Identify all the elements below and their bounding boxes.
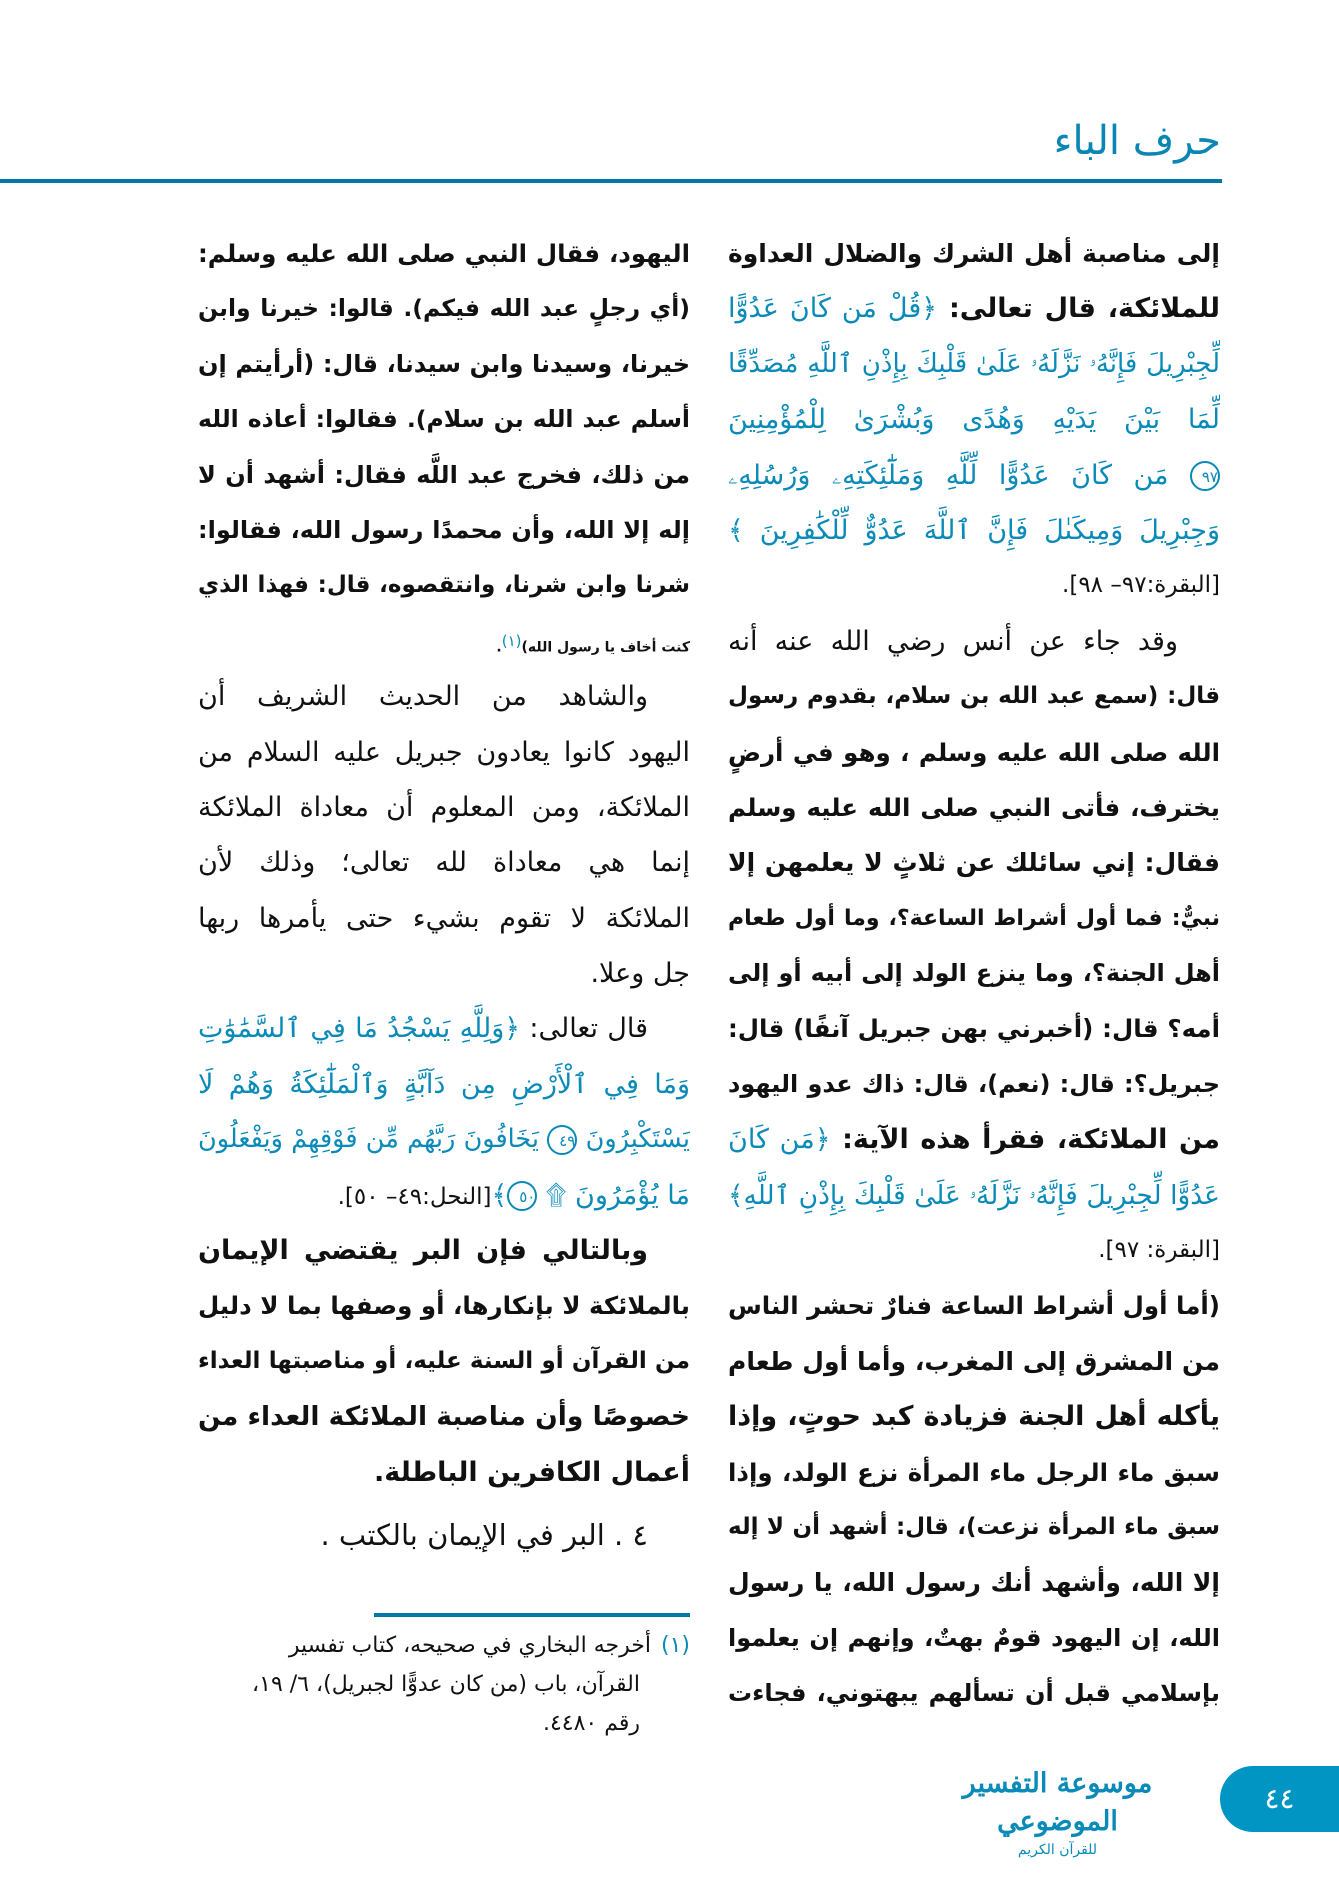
text-line: والشاهد من الحديث الشريف أن <box>198 681 648 713</box>
text-line: اليهود، فقال النبي صلى الله عليه وسلم: <box>198 239 690 268</box>
text-line: قال: (سمع عبد الله بن سلام، بقدوم رسول <box>728 683 1220 710</box>
text-line: يأكله أهل الجنة فزيادة كبد حوتٍ، وإذا <box>728 1401 1220 1433</box>
quran-verse: ﴿وَلِلَّهِ يَسْجُدُ مَا فِي ٱلسَّمَٰوَٰتِ <box>198 1013 521 1045</box>
quran-verse: ﴿مَن كَانَ <box>728 1124 831 1156</box>
text-segment: من الملائكة، فقرأ هذه الآية: <box>830 1124 1220 1156</box>
text-line: اليهود كانوا يعادون جبريل عليه السلام من <box>198 736 690 768</box>
text-line: من ذلك، فخرج عبد اللَّه فقال: أشهد أن لا <box>198 460 690 489</box>
text-segment: قال تعالى: <box>520 1013 648 1045</box>
verse-number-icon: ٩٧ <box>1190 461 1220 491</box>
text-line: سبق ماء الرجل ماء المرأة نزع الولد، وإذا <box>728 1457 1220 1487</box>
text-line: أعمال الكافرين الباطلة. <box>374 1456 690 1488</box>
verse-number-icon: ٤٩ <box>547 1125 577 1155</box>
left-column <box>198 226 690 1500</box>
text-line: من القرآن أو السنة عليه، أو مناصبتها العداء <box>198 1347 690 1374</box>
footnote <box>198 1626 690 1743</box>
right-column <box>728 226 1220 1722</box>
verse-text: ﴾ <box>491 1179 508 1211</box>
text-line: يخترف، فأتى النبي صلى الله عليه وسلم <box>728 792 1220 822</box>
quran-verse <box>198 1112 690 1167</box>
footnote-number: (١) <box>660 1633 690 1658</box>
text-line: الله صلى الله عليه وسلم ، وهو في أرضٍ <box>728 737 1220 767</box>
text-line: وقد جاء عن أنس رضي الله عنه أنه <box>728 625 1178 657</box>
quran-verse: عَدُوًّا لِّجِبْرِيلَ فَإِنَّهُۥ نَزَّلَهُۥ عَلَىٰ قَلْبِكَ بِإِذْنِ ٱللَّهِ﴾ <box>728 1179 1220 1211</box>
text-line: الملائكة، ومن المعلوم أن معاداة الملائكة <box>198 791 690 823</box>
verse-text: مَا يُؤْمَرُونَ ۩ <box>545 1179 690 1211</box>
text-line: الله، إن اليهود قومٌ بهتٌ، وإنهم إن يعلموا <box>728 1623 1220 1652</box>
quran-verse: لِّمَا بَيْنَ يَدَيْهِ وَهُدًى وَبُشْرَىٰ لِلْمُؤْمِنِينَ <box>728 404 1220 436</box>
text-line: إنما هي معاداة لله تعالى؛ وذلك لأن <box>198 847 690 879</box>
text-line <box>198 1001 690 1056</box>
verse-text: يَسْتَكْبِرُونَ <box>585 1124 690 1155</box>
quran-verse: لِّجِبْرِيلَ فَإِنَّهُۥ نَزَّلَهُۥ عَلَىٰ قَلْبِكَ بِإِذْنِ ٱللَّهِ مُصَدِّقًا <box>728 348 1220 379</box>
quran-verse: وَجِبْرِيلَ وَمِيكَىٰلَ فَإِنَّ ٱللَّهَ عَدُوٌّ لِّلْكَٰفِرِينَ ﴾ <box>728 514 1220 546</box>
text-line: إلى مناصبة أهل الشرك والضلال العداوة <box>728 239 1220 268</box>
verse-number-icon: ٥٠ <box>507 1181 537 1211</box>
quran-verse <box>198 1168 690 1223</box>
text-line: شرنا وابن شرنا، وانتقصوه، قال: فهذا الذي <box>198 572 690 599</box>
text-line: نبيٌّ: فما أول أشراط الساعة؟، وما أول طعام <box>728 905 1220 931</box>
text-line: جل وعلا. <box>590 958 690 990</box>
text-line <box>728 1112 1220 1167</box>
page-number: ٤٤ <box>1220 1766 1339 1832</box>
logo-subtitle: للقرآن الكريم <box>1017 1842 1098 1858</box>
text-line: خصوصًا وأن مناصبة الملائكة العداء من <box>198 1401 690 1433</box>
text-line: فقال: إني سائلك عن ثلاثٍ لا يعلمهن إلا <box>728 848 1220 878</box>
text-line: أمه؟ قال: (أخبرني بهن جبريل آنفًا) قال: <box>728 1014 1220 1044</box>
text-line <box>198 614 690 669</box>
text-segment: للملائكة، قال تعالى: <box>937 293 1220 325</box>
text-line: وبالتالي فإن البر يقتضي الإيمان <box>198 1235 648 1267</box>
quran-verse: وَمَا فِي ٱلْأَرْضِ مِن دَآبَّةٍ وَٱلْمَلَٰٓئِكَةُ وَهُمْ لَا <box>198 1068 690 1100</box>
text-line: الملائكة لا تقوم بشيء حتى يأمرها ربها <box>198 902 690 934</box>
text-line: خيرنا، وسيدنا وابن سيدنا، قال: (أرأيتم إن <box>198 349 690 378</box>
verse-text: يَخَافُونَ رَبَّهُم مِّن فَوْقِهِمْ وَيَفْعَلُونَ <box>198 1124 539 1155</box>
text-line: إلا الله، وأشهد أنك رسول الله، يا رسول <box>728 1568 1220 1598</box>
text-line: من المشرق إلى المغرب، وأما أول طعام <box>728 1346 1220 1376</box>
text-line: أهل الجنة؟، وما ينزع الولد إلى أبيه أو إلى <box>728 959 1220 988</box>
text-line: (أما أول أشراط الساعة فنارٌ تحشر الناس <box>728 1291 1220 1321</box>
text-line: أسلم عبد الله بن سلام). فقالوا: أعاذه الله <box>198 405 690 434</box>
verse-reference: [البقرة: ٩٧]. <box>1098 1237 1220 1264</box>
footnote-reference[interactable]: (١) <box>501 631 522 650</box>
quran-verse: ﴿قُلْ مَن كَانَ عَدُوًّا <box>728 293 938 325</box>
text-segment: . <box>496 639 502 656</box>
footnote-rule <box>374 1613 690 1617</box>
section-heading: ٤ . البر في الإيمان بالكتب . <box>320 1518 648 1552</box>
text-line <box>728 281 1220 336</box>
footnote-line: القرآن، باب (من كان عدوًّا لجبريل)، ٦/ ١٩، <box>252 1672 640 1697</box>
logo-title: موسوعة التفسير الموضوعي <box>962 1768 1153 1837</box>
text-line: جبريل؟: قال: (نعم)، قال: ذاك عدو اليهود <box>728 1069 1220 1098</box>
verse-text: مَن كَانَ عَدُوًّا لِّلَّهِ وَمَلَٰٓئِكَتِهِۦ وَرُسُلِهِۦ <box>728 459 1169 491</box>
text-segment: كنت أخاف يا رسول الله) <box>521 639 690 656</box>
verse-reference: [البقرة:٩٧– ٩٨]. <box>1062 572 1220 599</box>
text-line: (أي رجلٍ عبد الله فيكم). قالوا: خيرنا وابن <box>198 294 690 323</box>
text-line: بإسلامي قبل أن تسألهم يبهتوني، فجاءت <box>728 1679 1220 1708</box>
chapter-title: حرف الباء <box>1053 118 1221 164</box>
verse-reference: [النحل:٤٩– ٥٠]. <box>337 1183 492 1210</box>
encyclopedia-logo <box>930 1765 1185 1859</box>
text-line: إله إلا الله، وأن محمدًا رسول الله، فقالوا: <box>198 515 690 544</box>
footnote-line: أخرجه البخاري في صحيحه، كتاب تفسير <box>288 1633 651 1658</box>
header-rule <box>0 179 1222 183</box>
footnote-line: رقم ٤٤٨٠. <box>542 1711 640 1736</box>
text-line: بالملائكة لا بإنكارها، أو وصفها بما لا دليل <box>198 1291 690 1321</box>
quran-verse <box>728 448 1220 503</box>
text-line: سبق ماء المرأة نزعت)، قال: أشهد أن لا إله <box>728 1513 1220 1540</box>
